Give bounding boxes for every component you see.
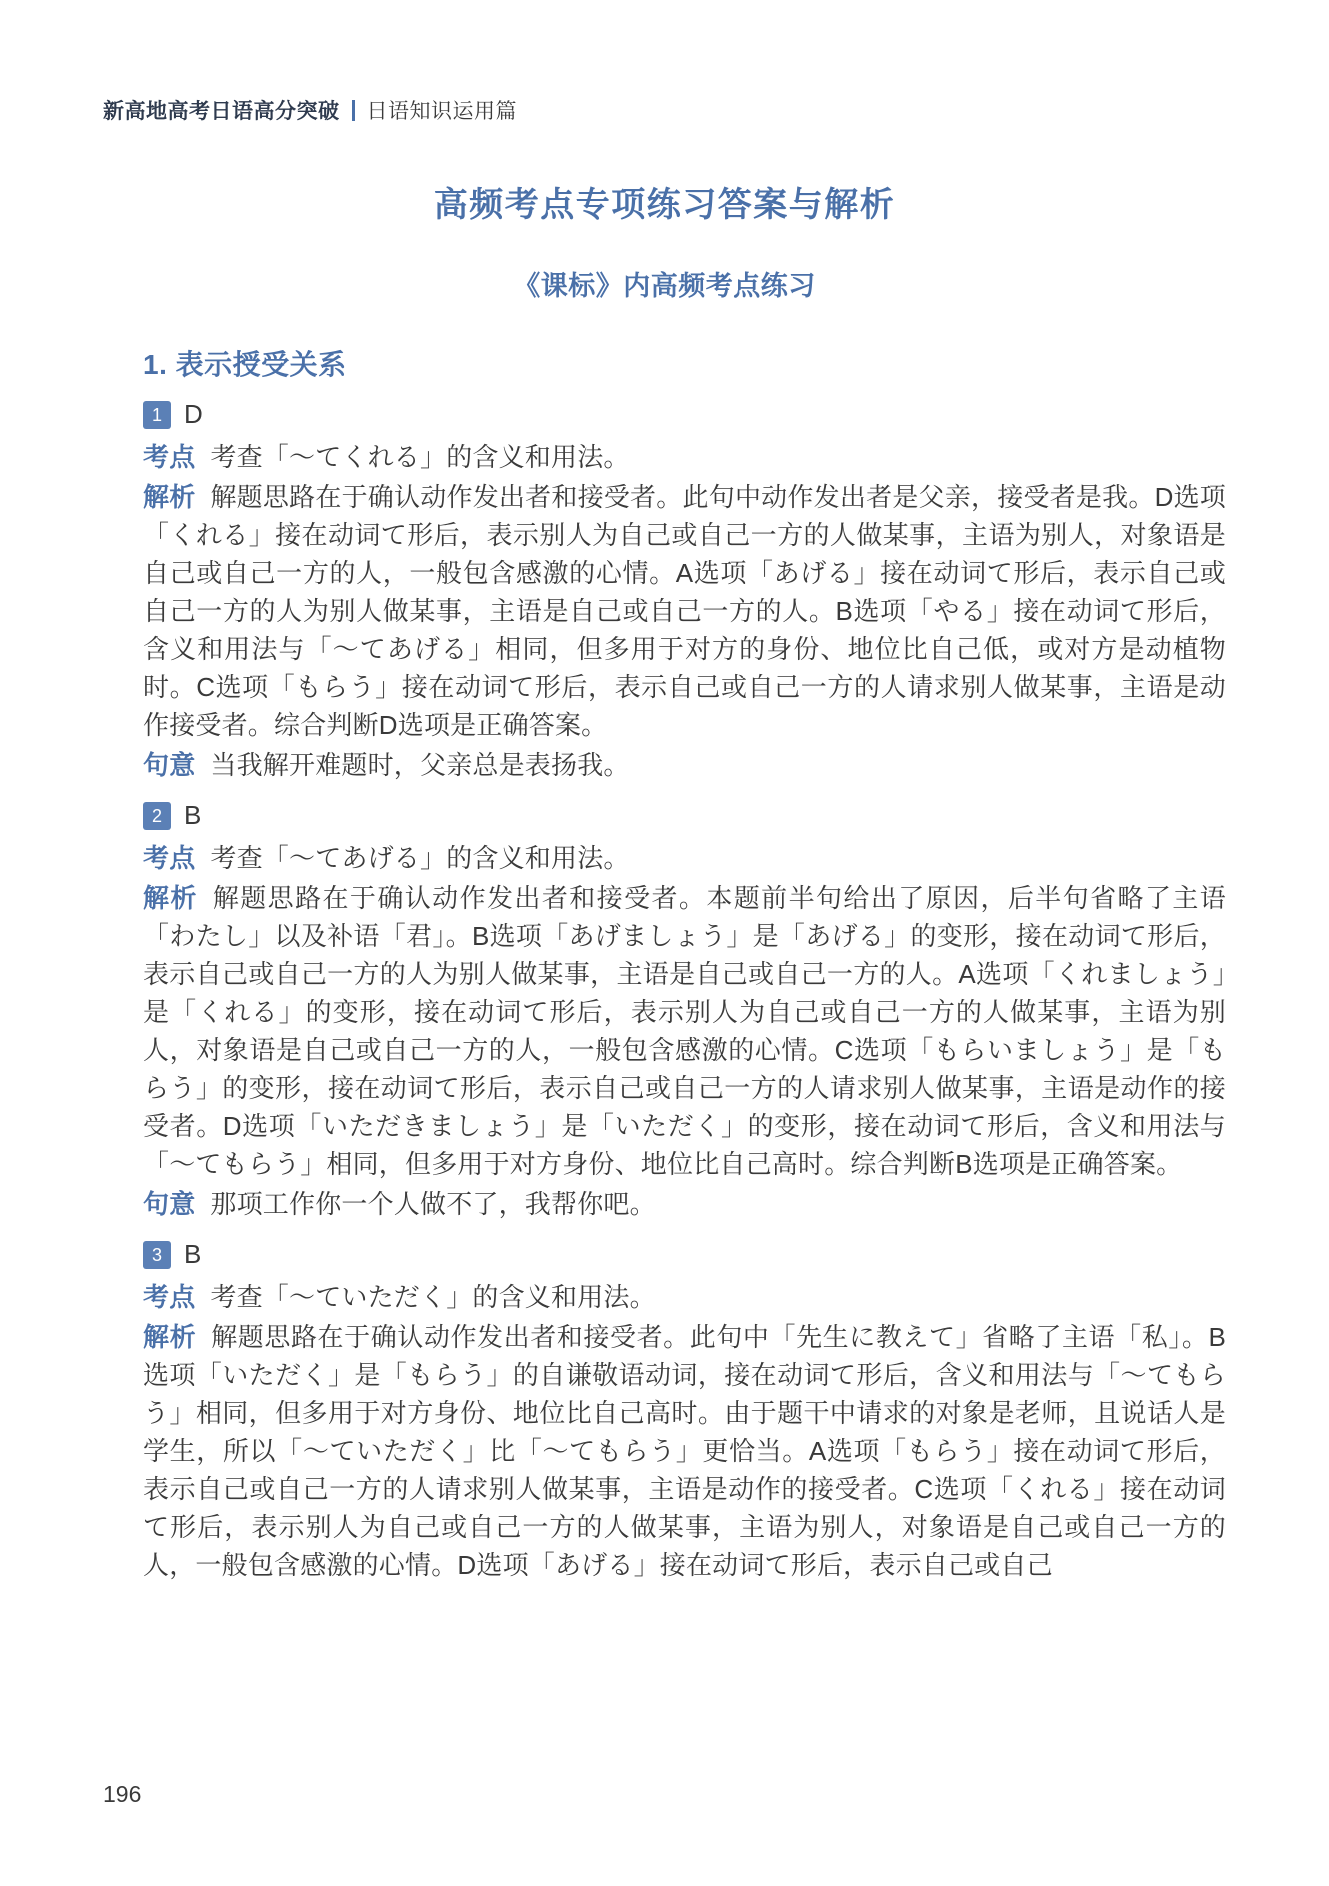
analysis-paragraph [143,879,1226,1183]
point-label: 考点 [143,1282,196,1312]
analysis-label: 解析 [143,883,198,913]
answer-letter: D [184,399,203,429]
point-text: 考查「～てくれる」的含义和用法。 [210,442,630,472]
meaning-text: 那项工作你一个人做不了，我帮你吧。 [210,1189,656,1219]
point-text: 考查「～ていただく」的含义和用法。 [210,1282,656,1312]
meaning-paragraph [143,746,1226,784]
answer-row [143,800,1226,831]
analysis-text: 解题思路在于确认动作发出者和接受者。本题前半句给出了原因，后半句省略了主语「わたし」以及补语「君」。B选项「あげましょう」是「あげる」的变形，接在动词て形后，表示自己或自己一方的人为别人做某事，主语是自己或自己一方的人。A选项「くれましょう」是「くれる」的变形，接在动词て形后，表示别人为自己或自己一方的人做某事，主语为别人，对象语是自己或自己一方的人，一般包含感激的心情。C选项「もらいましょう」是「もらう」的变形，接在动词て形后，表示自己或自己一方的人请求别人做某事，主语是动作的接受者。D选项「いただきましょう」是「いただく」的变形，接在动词て形后，含义和用法与「～てもらう」相同，但多用于对方身份、地位比自己高时。综合判断B选项是正确答案。 [143,883,1227,1179]
section-heading: 1. 表示授受关系 [143,349,347,380]
point-label: 考点 [143,442,196,472]
meaning-label: 句意 [143,1189,196,1219]
question-block-1 [143,399,1226,784]
point-paragraph [143,438,1226,476]
answer-letter: B [184,800,202,830]
book-title: 新高地高考日语高分突破 [103,100,340,123]
point-text: 考查「～てあげる」的含义和用法。 [210,843,630,873]
analysis-label: 解析 [143,1322,197,1352]
header-divider [352,100,355,121]
point-paragraph [143,839,1226,877]
analysis-text: 解题思路在于确认动作发出者和接受者。此句中「先生に教えて」省略了主语「私」。B选项「いただく」是「もらう」的自谦敬语动词，接在动词て形后，含义和用法与「～てもらう」相同，但多用于对方身份、地位比自己高时。由于题干中请求的对象是老师，且说话人是学生，所以「～ていただく」比「～てもらう」更恰当。A选项「もらう」接在动词て形后，表示自己或自己一方的人请求别人做某事，主语是动作的接受者。C选项「くれる」接在动词て形后，表示别人为自己或自己一方的人做某事，主语为别人，对象语是自己或自己一方的人，一般包含感激的心情。D选项「あげる」接在动词て形后，表示自己或自己 [143,1322,1226,1580]
header-section-title: 日语知识运用篇 [366,100,517,123]
question-number-badge: 3 [143,1241,171,1269]
analysis-text: 解题思路在于确认动作发出者和接受者。此句中动作发出者是父亲，接受者是我。D选项「くれる」接在动词て形后，表示别人为自己或自己一方的人做某事，主语为别人，对象语是自己或自己一方的人，一般包含感激的心情。A选项「あげる」接在动词て形后，表示自己或自己一方的人为别人做某事，主语是自己或自己一方的人。B选项「やる」接在动词て形后，含义和用法与「～てあげる」相同，但多用于对方的身份、地位比自己低，或对方是动植物时。C选项「もらう」接在动词て形后，表示自己或自己一方的人请求别人做某事，主语是动作接受者。综合判断D选项是正确答案。 [143,482,1226,740]
question-number-badge: 2 [143,802,171,830]
answer-row [143,399,1226,430]
point-label: 考点 [143,843,196,873]
page-title: 高频考点专项练习答案与解析 [433,186,896,224]
meaning-paragraph [143,1185,1226,1223]
meaning-label: 句意 [143,750,196,780]
meaning-text: 当我解开难题时，父亲总是表扬我。 [210,750,630,780]
question-number-badge: 1 [143,401,171,429]
question-block-2 [143,800,1226,1223]
page-header [103,95,1226,125]
analysis-paragraph [143,478,1226,744]
point-paragraph [143,1278,1226,1316]
analysis-label: 解析 [143,482,196,512]
content-area [143,343,1226,1584]
answer-row [143,1239,1226,1270]
page-subtitle: 《课标》内高频考点练习 [513,271,816,301]
question-block-3 [143,1239,1226,1584]
analysis-paragraph [143,1318,1226,1584]
page-number: 196 [103,1781,142,1807]
answer-letter: B [184,1239,202,1269]
